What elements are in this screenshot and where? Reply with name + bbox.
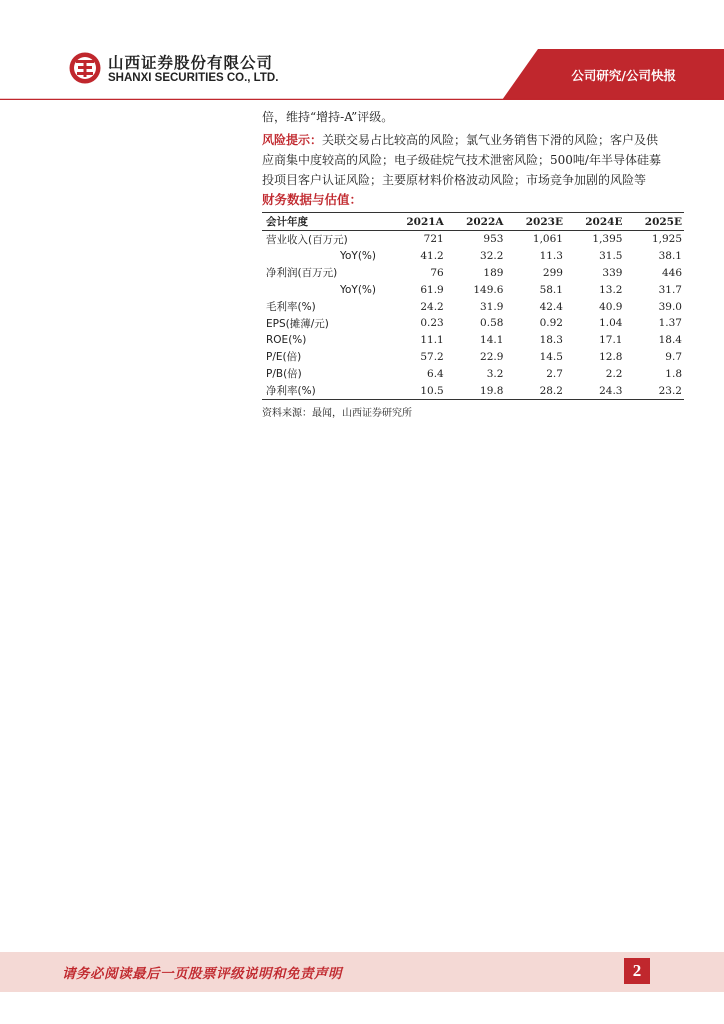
table-cell: 24.3 <box>565 382 625 399</box>
shanxi-securities-logo-icon <box>68 51 102 85</box>
table-cell: 38.1 <box>658 250 682 263</box>
risk-line-2: 应商集中度较高的风险；电子级硅烷气技术泄密风险；500吨/年半导体硅募 <box>262 153 661 167</box>
table-cell: 18.3 <box>539 334 563 347</box>
report-type-label: 公司研究/公司快报 <box>571 68 676 83</box>
table-cell: 14.5 <box>539 350 563 363</box>
table-cell: 1,061 <box>532 233 563 246</box>
table-row <box>262 349 684 366</box>
table-row <box>262 332 684 349</box>
row-label: 净利率(%) <box>262 382 386 399</box>
risk-text-1: 关联交易占比较高的风险；氯气业务销售下滑的风险；客户及供 <box>322 133 659 147</box>
table-row <box>262 265 684 282</box>
table-cell: 2.7 <box>546 367 563 380</box>
table-row <box>262 382 684 399</box>
company-name-cn: 山西证券股份有限公司 <box>108 54 274 72</box>
table-cell: 24.2 <box>420 300 444 313</box>
table-cell: 12.8 <box>599 350 623 363</box>
table-cell: 1,395 <box>592 233 623 246</box>
row-label: YoY(%) <box>339 283 376 296</box>
table-cell: 1.8 <box>665 367 682 380</box>
table-cell: 31.9 <box>480 300 504 313</box>
table-row <box>262 231 684 248</box>
table-cell: 58.1 <box>539 283 563 296</box>
table-cell: 189 <box>483 266 504 279</box>
table-cell: 953 <box>483 233 504 246</box>
row-label: 营业收入(百万元) <box>266 233 348 246</box>
header-cell: 2024E <box>565 213 625 231</box>
table-cell: 14.1 <box>480 334 504 347</box>
table-cell: 6.4 <box>427 367 444 380</box>
table-header-row <box>262 213 684 231</box>
header-cell: 2021A <box>386 213 446 231</box>
table-cell: 0.92 <box>539 317 563 330</box>
table-row <box>262 298 684 315</box>
risk-line-1 <box>262 130 682 150</box>
table-cell: 28.2 <box>505 382 565 399</box>
table-cell: 0.58 <box>480 317 504 330</box>
table-row <box>262 315 684 332</box>
table-row <box>262 281 684 298</box>
table-cell: 31.7 <box>658 283 682 296</box>
table-cell: 13.2 <box>599 283 623 296</box>
table-cell: 41.2 <box>420 250 444 263</box>
footer-disclaimer: 请务必阅读最后一页股票评级说明和免责声明 <box>62 966 342 982</box>
table-cell: 1.04 <box>599 317 623 330</box>
table-cell: 2.2 <box>605 367 623 380</box>
rating-line: 倍，维持“增持-A”评级。 <box>262 110 394 124</box>
table-cell: 299 <box>542 266 563 279</box>
header-banner <box>0 0 724 100</box>
table-cell: 721 <box>423 233 444 246</box>
table-cell: 23.2 <box>624 382 684 399</box>
table-row <box>262 365 684 382</box>
table-cell: 10.5 <box>386 382 446 399</box>
table-cell: 1,925 <box>651 233 682 246</box>
header-cell: 2022A <box>446 213 506 231</box>
page-number: 2 <box>624 958 650 984</box>
table-cell: 0.23 <box>420 317 444 330</box>
table-cell: 40.9 <box>599 300 623 313</box>
table-cell: 11.1 <box>420 334 444 347</box>
risk-label: 风险提示： <box>262 133 323 147</box>
table-cell: 9.7 <box>665 350 682 363</box>
table-cell: 32.2 <box>480 250 504 263</box>
table-cell: 22.9 <box>480 350 504 363</box>
table-cell: 446 <box>661 266 682 279</box>
table-cell: 61.9 <box>420 283 444 296</box>
table-cell: 76 <box>430 266 444 279</box>
header-cell: 2025E <box>624 213 684 231</box>
header-cell: 会计年度 <box>262 213 386 231</box>
table-cell: 149.6 <box>473 283 504 296</box>
table-source-note: 资料来源：最闻，山西证券研究所 <box>262 408 412 419</box>
table-cell: 31.5 <box>599 250 623 263</box>
table-cell: 18.4 <box>658 334 682 347</box>
row-label: EPS(摊薄/元) <box>266 317 329 330</box>
row-label: 毛利率(%) <box>266 301 316 314</box>
table-cell: 19.8 <box>446 382 506 399</box>
company-name-en: SHANXI SECURITIES CO., LTD. <box>108 72 279 84</box>
row-label: P/E(倍) <box>266 351 302 364</box>
row-label: ROE(%) <box>266 334 307 347</box>
table-cell: 11.3 <box>539 250 563 263</box>
table-cell: 39.0 <box>658 300 682 313</box>
table-cell: 42.4 <box>539 300 563 313</box>
section-title: 财务数据与估值： <box>262 192 363 207</box>
header-cell: 2023E <box>505 213 565 231</box>
row-label: 净利润(百万元) <box>266 267 338 280</box>
table-cell: 3.2 <box>486 367 504 380</box>
table-row <box>262 248 684 265</box>
table-cell: 1.37 <box>658 317 682 330</box>
row-label: YoY(%) <box>339 250 376 263</box>
table-cell: 17.1 <box>599 334 623 347</box>
table-cell: 57.2 <box>420 350 444 363</box>
risk-line-3: 投项目客户认证风险；主要原材料价格波动风险；市场竞争加剧的风险等 <box>262 173 647 187</box>
financial-table <box>262 212 684 400</box>
row-label: P/B(倍) <box>266 368 302 381</box>
table-cell: 339 <box>602 266 623 279</box>
